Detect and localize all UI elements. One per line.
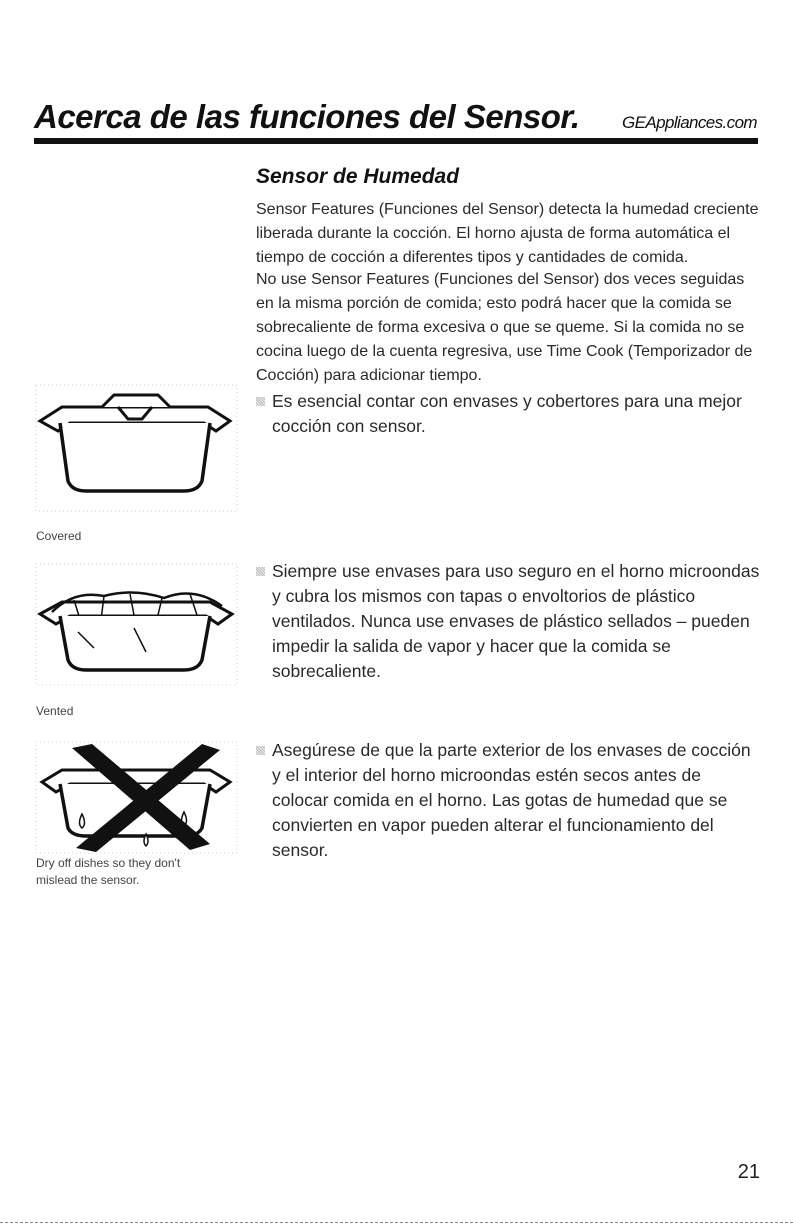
covered-caption: Covered [36, 529, 82, 543]
bullet-icon [256, 397, 265, 406]
bullet-item [256, 559, 761, 684]
bullet-text: Siempre use envases para uso seguro en el horno microondas y cubra los mismos con tapas o envoltorios de plástico ventilados. Nunca use envases de plástico sellados – pueden impedir la salida de vapor y hacer que la comida se sobrecaliente. [272, 561, 760, 681]
page-number: 21 [737, 1161, 760, 1183]
site-url: GEAppliances.com [622, 113, 757, 132]
title-rule [34, 138, 758, 144]
section-heading: Sensor de Humedad [256, 165, 460, 188]
vented-caption: Vented [36, 704, 74, 718]
bullet-item [256, 389, 761, 439]
page-title: Acerca de las funciones del Sensor. [34, 98, 580, 135]
bullet-icon [256, 746, 265, 755]
page-bottom-edge [0, 1222, 793, 1223]
wet-dish-crossed-icon [34, 740, 239, 855]
bullet-text: Es esencial contar con envases y cobertores para una mejor cocción con sensor. [272, 391, 742, 436]
bullet-item [256, 738, 761, 863]
warning-paragraph: No use Sensor Features (Funciones del Sensor) dos veces seguidas en la misma porción de comida; esto podrá hacer que la comida se sobrecaliente de forma excesiva o que se queme. Si la comida no se cocina luego de la cuenta regresiva, use Time Cook (Temporizador de Cocción) para adicionar tiempo. [256, 271, 753, 384]
vented-dish-icon [34, 562, 239, 687]
bullet-text: Asegúrese de que la parte exterior de los envases de cocción y el interior del horno microondas estén secos antes de colocar comida en el horno. Las gotas de humedad que se convierten en vapor pueden alterar el funcionamiento del sensor. [272, 740, 751, 860]
intro-paragraph: Sensor Features (Funciones del Sensor) detecta la humedad creciente liberada durante la cocción. El horno ajusta de forma automática el tiempo de cocción a diferentes tipos y cantidades de comida. [256, 201, 759, 266]
covered-dish-icon [34, 383, 239, 513]
bullet-icon [256, 567, 265, 576]
dry-caption: Dry off dishes so they don't mislead the sensor. [36, 856, 181, 887]
